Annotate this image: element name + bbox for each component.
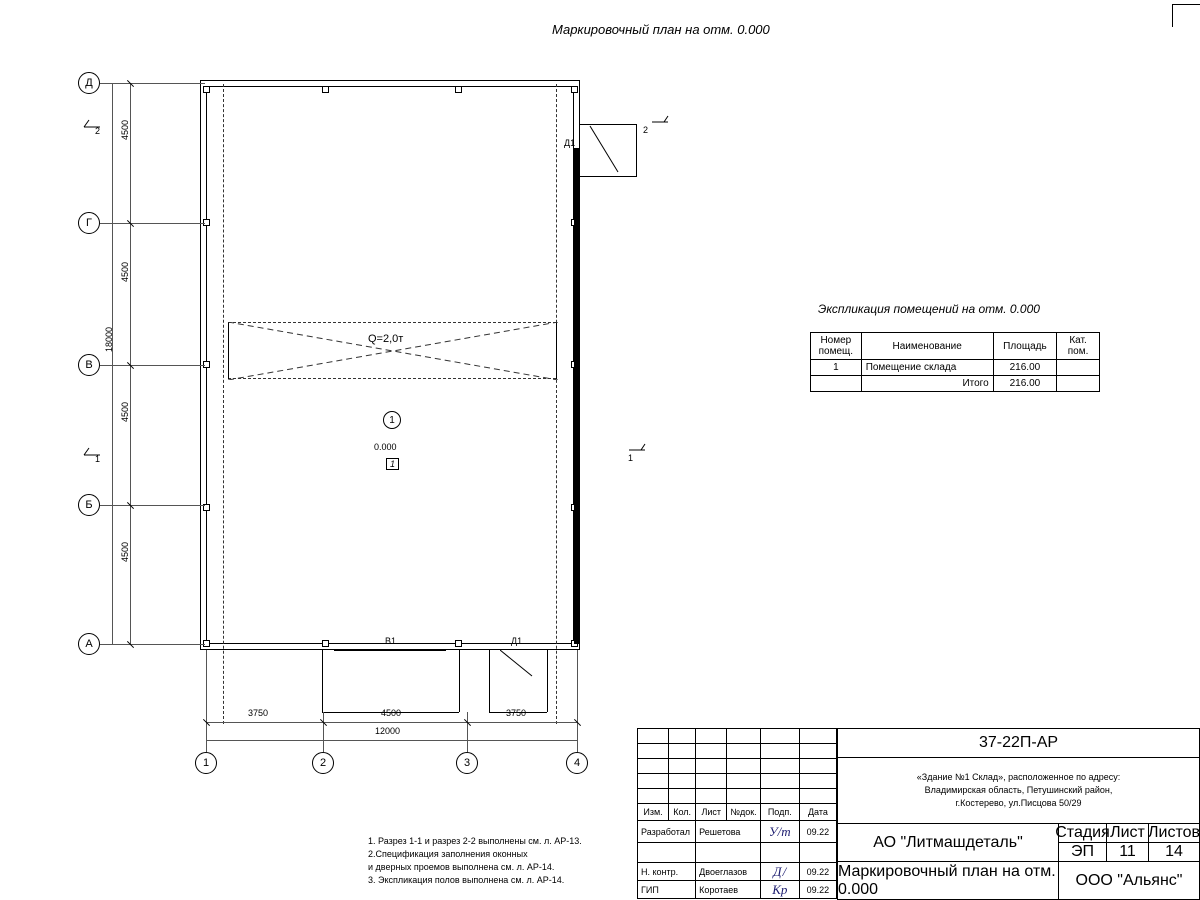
role-date-developer: 09.22	[799, 821, 836, 843]
rev-cell	[760, 789, 799, 804]
rev-cell	[799, 729, 836, 744]
col-podp: Подп.	[760, 804, 799, 821]
rev-cell	[638, 774, 669, 789]
axis-bubble-g[interactable]: Г	[78, 212, 100, 234]
dim-chain-horizontal-total	[206, 740, 577, 741]
door-bottom-left-jamb	[489, 650, 490, 712]
sheet-frame-corner	[1172, 4, 1200, 27]
column-mark	[455, 86, 462, 93]
stamp-sheet-number: 11	[1119, 843, 1136, 860]
axis-bubble-3[interactable]: 3	[456, 752, 478, 774]
role-label-gip: ГИП	[638, 881, 696, 899]
rev-cell	[696, 729, 727, 744]
role-label-empty	[638, 843, 696, 863]
title-block	[637, 728, 1200, 900]
grid-axis-line-3	[556, 84, 557, 724]
rev-cell	[696, 744, 727, 759]
rev-cell	[638, 729, 669, 744]
wall-pilaster	[574, 148, 580, 644]
axis-leader-a	[100, 644, 205, 645]
stamp-object-cell	[837, 758, 1200, 824]
rev-cell	[696, 759, 727, 774]
note-line-1: 1. Разрез 1-1 и разрез 2-2 выполнены см. л. АР-13.	[368, 836, 582, 846]
stamp-meta-label-sheet: Лист	[1110, 824, 1145, 841]
explication-table	[810, 332, 1100, 392]
role-label-developer: Разработал	[638, 821, 696, 843]
stamp-meta-label-sheets: Листов	[1148, 824, 1200, 841]
section-label-1-right: 1	[628, 453, 634, 463]
rev-cell	[669, 759, 696, 774]
rev-cell	[727, 759, 760, 774]
note-line-3: и дверных проемов выполнена см. л. АР-14.	[368, 862, 555, 873]
door-top-right-outer	[636, 124, 637, 177]
col-header-category: Кат. пом.	[1057, 333, 1100, 360]
stamp-customer-cell	[837, 824, 1059, 862]
col-header-number: Номер помещ.	[811, 333, 862, 360]
rev-cell	[799, 789, 836, 804]
note-line-2: 2.Спецификация заполнения оконных	[368, 849, 528, 860]
revision-row	[638, 729, 837, 744]
col-list: Лист	[696, 804, 727, 821]
role-row-developer	[638, 821, 837, 843]
stamp-meta-header-sheet	[1107, 824, 1149, 843]
rev-cell	[760, 744, 799, 759]
role-row-empty	[638, 843, 837, 863]
section-label-1-left: 1	[95, 454, 101, 464]
table-header-row	[811, 333, 1100, 360]
column-mark	[203, 86, 210, 93]
cell-room-category	[1057, 360, 1100, 376]
table-row	[811, 360, 1100, 376]
column-mark	[455, 640, 462, 647]
dim-horizontal-1: 3750	[248, 708, 269, 718]
grid-axis-line-2	[223, 84, 224, 724]
rev-cell	[727, 774, 760, 789]
stamp-customer: АО "Литмашдеталь"	[873, 833, 1023, 851]
stamp-sheet-title: Маркировочный план на отм. 0.000	[838, 862, 1056, 898]
cell-total-label: Итого	[861, 376, 993, 392]
stamp-object-line-3: г.Костерево, ул.Писцова 50/29	[955, 798, 1082, 809]
door-bottom-label: Д1	[511, 636, 523, 646]
stamp-object-line-1: «Здание №1 Склад», расположенное по адресу:	[916, 771, 1121, 782]
role-name-developer: Решетова	[696, 821, 761, 843]
dim-vertical-2: 4500	[120, 261, 130, 282]
stamp-object-line-2: Владимирская область, Петушинский район,	[924, 784, 1113, 795]
rev-cell	[760, 729, 799, 744]
door-top-right-label: Д1	[564, 138, 576, 148]
revision-header-row	[638, 804, 837, 821]
revision-row	[638, 759, 837, 774]
role-label-controller: Н. контр.	[638, 863, 696, 881]
axis-bubble-v[interactable]: В	[78, 354, 100, 376]
rev-cell	[669, 774, 696, 789]
note-line-4: 3. Экспликация полов выполнена см. л. АР-14.	[368, 875, 565, 886]
role-name-controller: Двоеглазов	[696, 863, 761, 881]
stamp-doc-code: 37-22П-АР	[978, 734, 1059, 751]
role-date-gip: 09.22	[799, 881, 836, 899]
signature-dvoeglazov: Д /	[760, 863, 799, 881]
dim-vertical-1: 4500	[120, 119, 130, 140]
axis-bubble-2[interactable]: 2	[312, 752, 334, 774]
window-b1-label: В1	[385, 636, 397, 646]
rev-cell	[638, 744, 669, 759]
floor-level-ref-value: 1	[386, 458, 399, 470]
col-header-name: Наименование	[861, 333, 993, 360]
rev-cell	[799, 774, 836, 789]
revision-row	[638, 774, 837, 789]
rev-cell	[799, 759, 836, 774]
door-top-right-leaf	[588, 124, 628, 178]
stamp-meta-value-stage	[1059, 843, 1107, 862]
column-mark	[322, 86, 329, 93]
explication-title: Экспликация помещений на отм. 0.000	[818, 302, 1040, 316]
cell-total-empty	[811, 376, 862, 392]
axis-leader-2	[323, 712, 324, 752]
section-label-2-right: 2	[643, 125, 649, 135]
signature-empty	[760, 843, 799, 863]
cell-room-name: Помещение склада	[861, 360, 993, 376]
floor-level-label	[374, 442, 397, 452]
axis-leader-4	[577, 650, 578, 752]
axis-leader-3	[467, 712, 468, 752]
rev-cell	[799, 744, 836, 759]
col-ndok: №док.	[727, 804, 760, 821]
section-label-2-left: 2	[95, 126, 101, 136]
room-number-marker: 1	[383, 411, 401, 429]
cell-room-number: 1	[811, 360, 862, 376]
window-b1-left-jamb	[322, 650, 323, 712]
rev-cell	[727, 744, 760, 759]
axis-bubble-a[interactable]: А	[78, 633, 100, 655]
door-bottom-right-jamb	[547, 650, 548, 712]
axis-leader-1	[206, 650, 207, 752]
stamp-meta-header-stage	[1055, 824, 1110, 843]
stamp-sheet-title-cell	[837, 862, 1059, 900]
role-name-empty	[696, 843, 761, 863]
axis-leader-v	[100, 365, 205, 366]
col-header-area: Площадь	[993, 333, 1057, 360]
column-mark	[571, 86, 578, 93]
col-data: Дата	[799, 804, 836, 821]
revision-grid	[637, 728, 837, 899]
crane-beam-cross	[228, 322, 558, 380]
role-date-empty	[799, 843, 836, 863]
role-date-controller: 09.22	[799, 863, 836, 881]
crane-capacity-label: Q=2,0т	[368, 333, 404, 345]
table-total-row	[811, 376, 1100, 392]
axis-leader-g	[100, 223, 205, 224]
dim-vertical-3: 4500	[120, 401, 130, 422]
stamp-sheets-total: 14	[1165, 843, 1183, 860]
dim-horizontal-2: 4500	[381, 708, 402, 718]
stamp-meta-value-sheets	[1149, 843, 1200, 862]
dim-chain-horizontal	[206, 722, 577, 723]
stamp-meta-header-sheets	[1149, 824, 1200, 843]
rev-cell	[696, 789, 727, 804]
role-row-controller	[638, 863, 837, 881]
dim-chain-vertical-outer	[112, 83, 113, 644]
rev-cell	[669, 789, 696, 804]
dim-horizontal-3: 3750	[506, 708, 527, 718]
section-mark-2-right	[648, 112, 674, 142]
rev-cell	[760, 774, 799, 789]
stamp-company: ООО "Альянс"	[1075, 871, 1183, 889]
door-bottom-leaf	[500, 648, 540, 682]
stamp-meta-value-sheet	[1107, 843, 1149, 862]
stamp-meta-label-stage: Стадия	[1055, 824, 1110, 841]
window-b1-right-jamb	[459, 650, 460, 712]
axis-leader-b	[100, 505, 205, 506]
floor-level-value: 0.000	[374, 442, 397, 452]
rev-cell	[669, 744, 696, 759]
signature-reshetova: У/т	[760, 821, 799, 843]
rev-cell	[638, 759, 669, 774]
rev-cell	[669, 729, 696, 744]
revision-row	[638, 744, 837, 759]
column-mark	[322, 640, 329, 647]
revision-row	[638, 789, 837, 804]
stamp-doc-code-cell	[837, 728, 1200, 758]
dim-horizontal-total: 12000	[375, 726, 401, 736]
floor-level-ref	[386, 458, 399, 470]
page-title: Маркировочный план на отм. 0.000	[552, 22, 770, 37]
notes-block	[368, 835, 582, 887]
section-mark-2-left	[80, 115, 106, 145]
axis-bubble-b[interactable]: Б	[78, 494, 100, 516]
axis-bubble-d[interactable]: Д	[78, 72, 100, 94]
role-row-gip	[638, 881, 837, 899]
signature-korotaev: Кр	[760, 881, 799, 899]
cell-room-area: 216.00	[993, 360, 1057, 376]
col-kol: Кол.	[669, 804, 696, 821]
cell-total-category	[1057, 376, 1100, 392]
rev-cell	[727, 729, 760, 744]
role-name-gip: Коротаев	[696, 881, 761, 899]
stamp-stage: ЭП	[1071, 843, 1094, 860]
rev-cell	[727, 789, 760, 804]
rev-cell	[638, 789, 669, 804]
rev-cell	[760, 759, 799, 774]
dim-vertical-4: 4500	[120, 541, 130, 562]
rev-cell	[696, 774, 727, 789]
section-mark-1-left	[80, 443, 106, 473]
axis-bubble-4[interactable]: 4	[566, 752, 588, 774]
cell-total-value: 216.00	[993, 376, 1057, 392]
axis-leader-d	[100, 83, 205, 84]
window-b1-head	[334, 650, 446, 651]
stamp-company-cell	[1059, 862, 1200, 900]
col-izm: Изм.	[638, 804, 669, 821]
dim-vertical-total: 18000	[104, 326, 114, 352]
axis-bubble-1[interactable]: 1	[195, 752, 217, 774]
